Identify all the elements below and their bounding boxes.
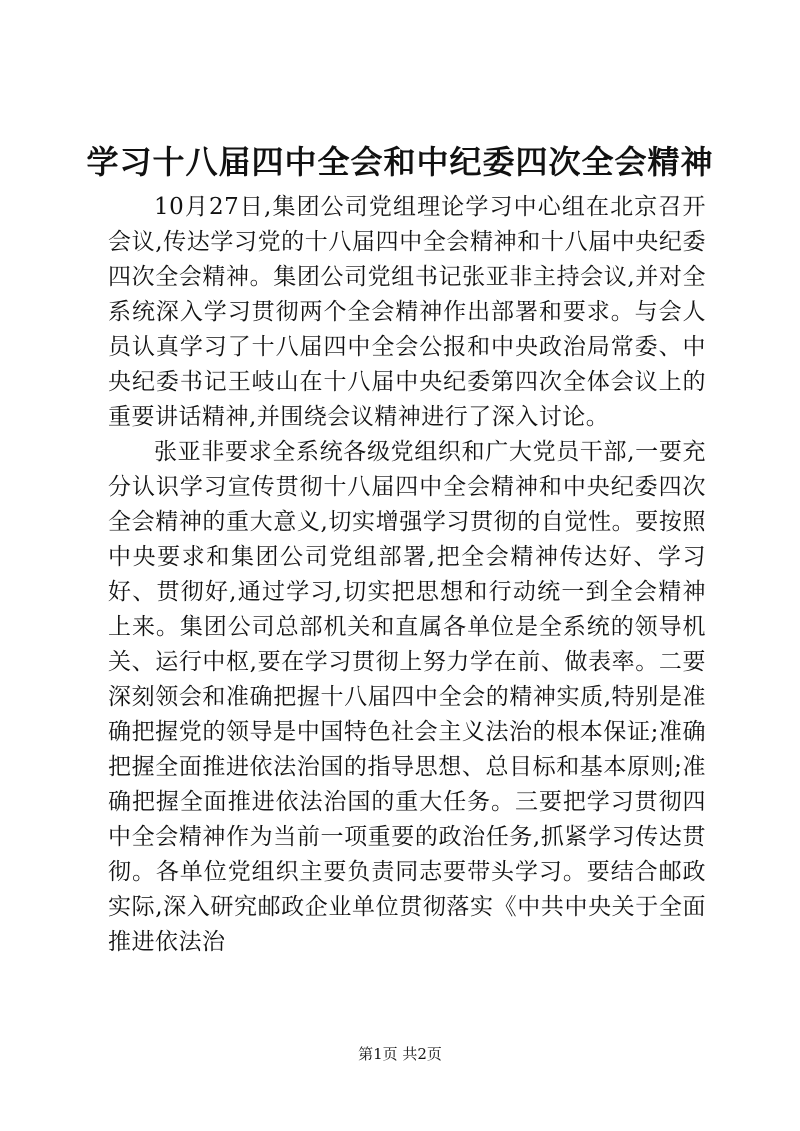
page-footer: 第1页 共2页 (358, 1045, 442, 1063)
paragraph-2: 张亚非要求全系统各级党组织和广大党员干部,一要充分认识学习宣传贯彻十八届四中全会精神和中央纪委四次全会精神的重大意义,切实增强学习贯彻的自觉性。要按照中央要求和集团公司党组部署,把全会精神传达好、学习好、贯彻好,通过学习,切实把思想和行动统一到全会精神上来。集团公司总部机关和直属各单位是全系统的领导机关、运行中枢,要在学习贯彻上努力学在前、做表率。二要深刻领会和准确把握十八届四中全会的精神实质,特别是准确把握党的领导是中国特色社会主义法治的根本保证;准确把握全面推进依法治国的指导思想、总目标和基本原则;准确把握全面推进依法治国的重大任务。三要把学习贯彻四中全会精神作为当前一项重要的政治任务,抓紧学习传达贯彻。各单位党组织主要负责同志要带头学习。要结合邮政实际,深入研究邮政企业单位贯彻落实《中共中央关于全面推进依法治 (108, 439, 706, 955)
document-body (108, 190, 706, 960)
document-title: 学习十八届四中全会和中纪委四次全会精神 (86, 143, 714, 181)
paragraph-1: 10月27日,集团公司党组理论学习中心组在北京召开会议,传达学习党的十八届四中全会精神和十八届中央纪委四次全会精神。集团公司党组书记张亚非主持会议,并对全系统深入学习贯彻两个全会精神作出部署和要求。与会人员认真学习了十八届四中全会公报和中央政治局常委、中央纪委书记王岐山在十八届中央纪委第四次全体会议上的重要讲话精神,并围绕会议精神进行了深入讨论。 (108, 194, 706, 430)
